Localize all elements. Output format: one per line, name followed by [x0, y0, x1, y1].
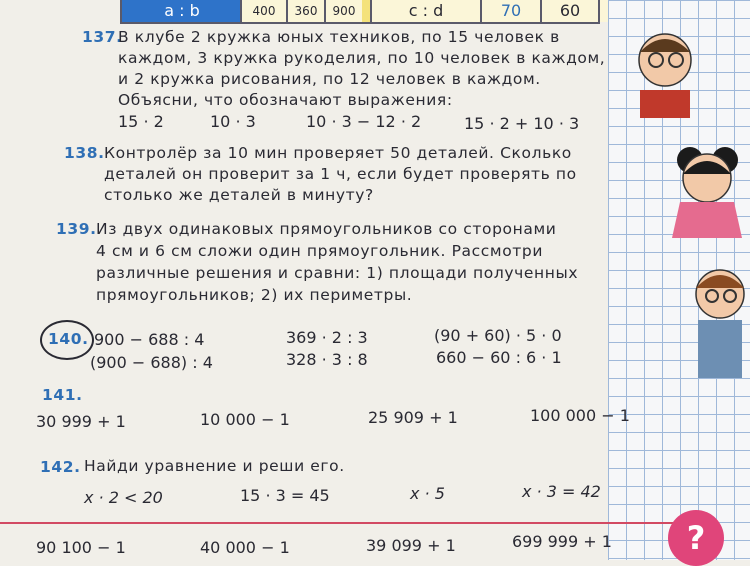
task-text-line: Из двух одинаковых прямоугольников со сторонами — [96, 220, 557, 238]
task-number: 142. — [40, 458, 81, 476]
expression: (900 − 688) : 4 — [90, 353, 213, 372]
expression: 699 999 + 1 — [512, 532, 612, 551]
task-text-line: деталей он проверит за 1 ч, если будет проверять по — [104, 165, 577, 183]
expression: 900 − 688 : 4 — [94, 330, 205, 349]
expression: x · 3 = 42 — [522, 482, 601, 501]
expression: 369 · 2 : 3 — [286, 328, 368, 347]
expression: 30 999 + 1 — [36, 412, 126, 431]
table-cell: 60 — [540, 0, 598, 22]
girl-illustration — [650, 130, 750, 240]
task-text-line: и 2 кружка рисования, по 12 человек в каждом. — [118, 70, 541, 88]
table-cell: c : d — [370, 0, 480, 22]
expression: 15 · 2 + 10 · 3 — [464, 114, 580, 133]
table-cell: 900 — [324, 0, 362, 22]
expression: 100 000 − 1 — [530, 406, 630, 425]
task-number: 140. — [48, 330, 89, 348]
old-man-illustration — [690, 260, 750, 380]
expression: 39 099 + 1 — [366, 536, 456, 555]
table-cell: 400 — [240, 0, 286, 22]
task-text-line: столько же деталей в минуту? — [104, 186, 374, 204]
expression: 10 000 − 1 — [200, 410, 290, 429]
top-table — [120, 0, 600, 24]
expression: 10 · 3 − 12 · 2 — [306, 112, 422, 131]
expression: 40 000 − 1 — [200, 538, 290, 557]
expression: (90 + 60) · 5 · 0 — [434, 326, 562, 345]
expression: 15 · 2 — [118, 112, 164, 131]
task-text-line: В клубе 2 кружка юных техников, по 15 человек в — [118, 28, 560, 46]
expression: x · 2 < 20 — [84, 488, 163, 507]
task-text-line: Объясни, что обозначают выражения: — [118, 91, 453, 109]
table-cell: a : b — [120, 0, 242, 22]
expression: x · 5 — [410, 484, 445, 503]
boy-illustration — [620, 20, 710, 120]
expression: 328 · 3 : 8 — [286, 350, 368, 369]
expression: 10 · 3 — [210, 112, 256, 131]
expression: 660 − 60 : 6 · 1 — [436, 348, 562, 367]
task-text-line: Контролёр за 10 мин проверяет 50 деталей. Сколько — [104, 144, 572, 162]
task-text-line: каждом, 3 кружка рукоделия, по 10 человек в каждом, — [118, 49, 606, 67]
help-badge: ? — [668, 510, 724, 566]
table-cell: 70 — [480, 0, 540, 22]
task-text-line: 4 см и 6 см сложи один прямоугольник. Рассмотри — [96, 242, 544, 260]
table-cell: 360 — [286, 0, 324, 22]
expression: 90 100 − 1 — [36, 538, 126, 557]
expression: 25 909 + 1 — [368, 408, 458, 427]
task-number: 139. — [56, 220, 97, 238]
expression: 15 · 3 = 45 — [240, 486, 330, 505]
task-number: 137. — [82, 28, 123, 46]
task-number: 141. — [42, 386, 83, 404]
task-text-line: прямоугольников; 2) их периметры. — [96, 286, 413, 304]
section-divider — [0, 522, 700, 524]
task-number: 138. — [64, 144, 105, 162]
task-text-line: различные решения и сравни: 1) площади полученных — [96, 264, 579, 282]
task-text-line: Найди уравнение и реши его. — [84, 457, 345, 475]
